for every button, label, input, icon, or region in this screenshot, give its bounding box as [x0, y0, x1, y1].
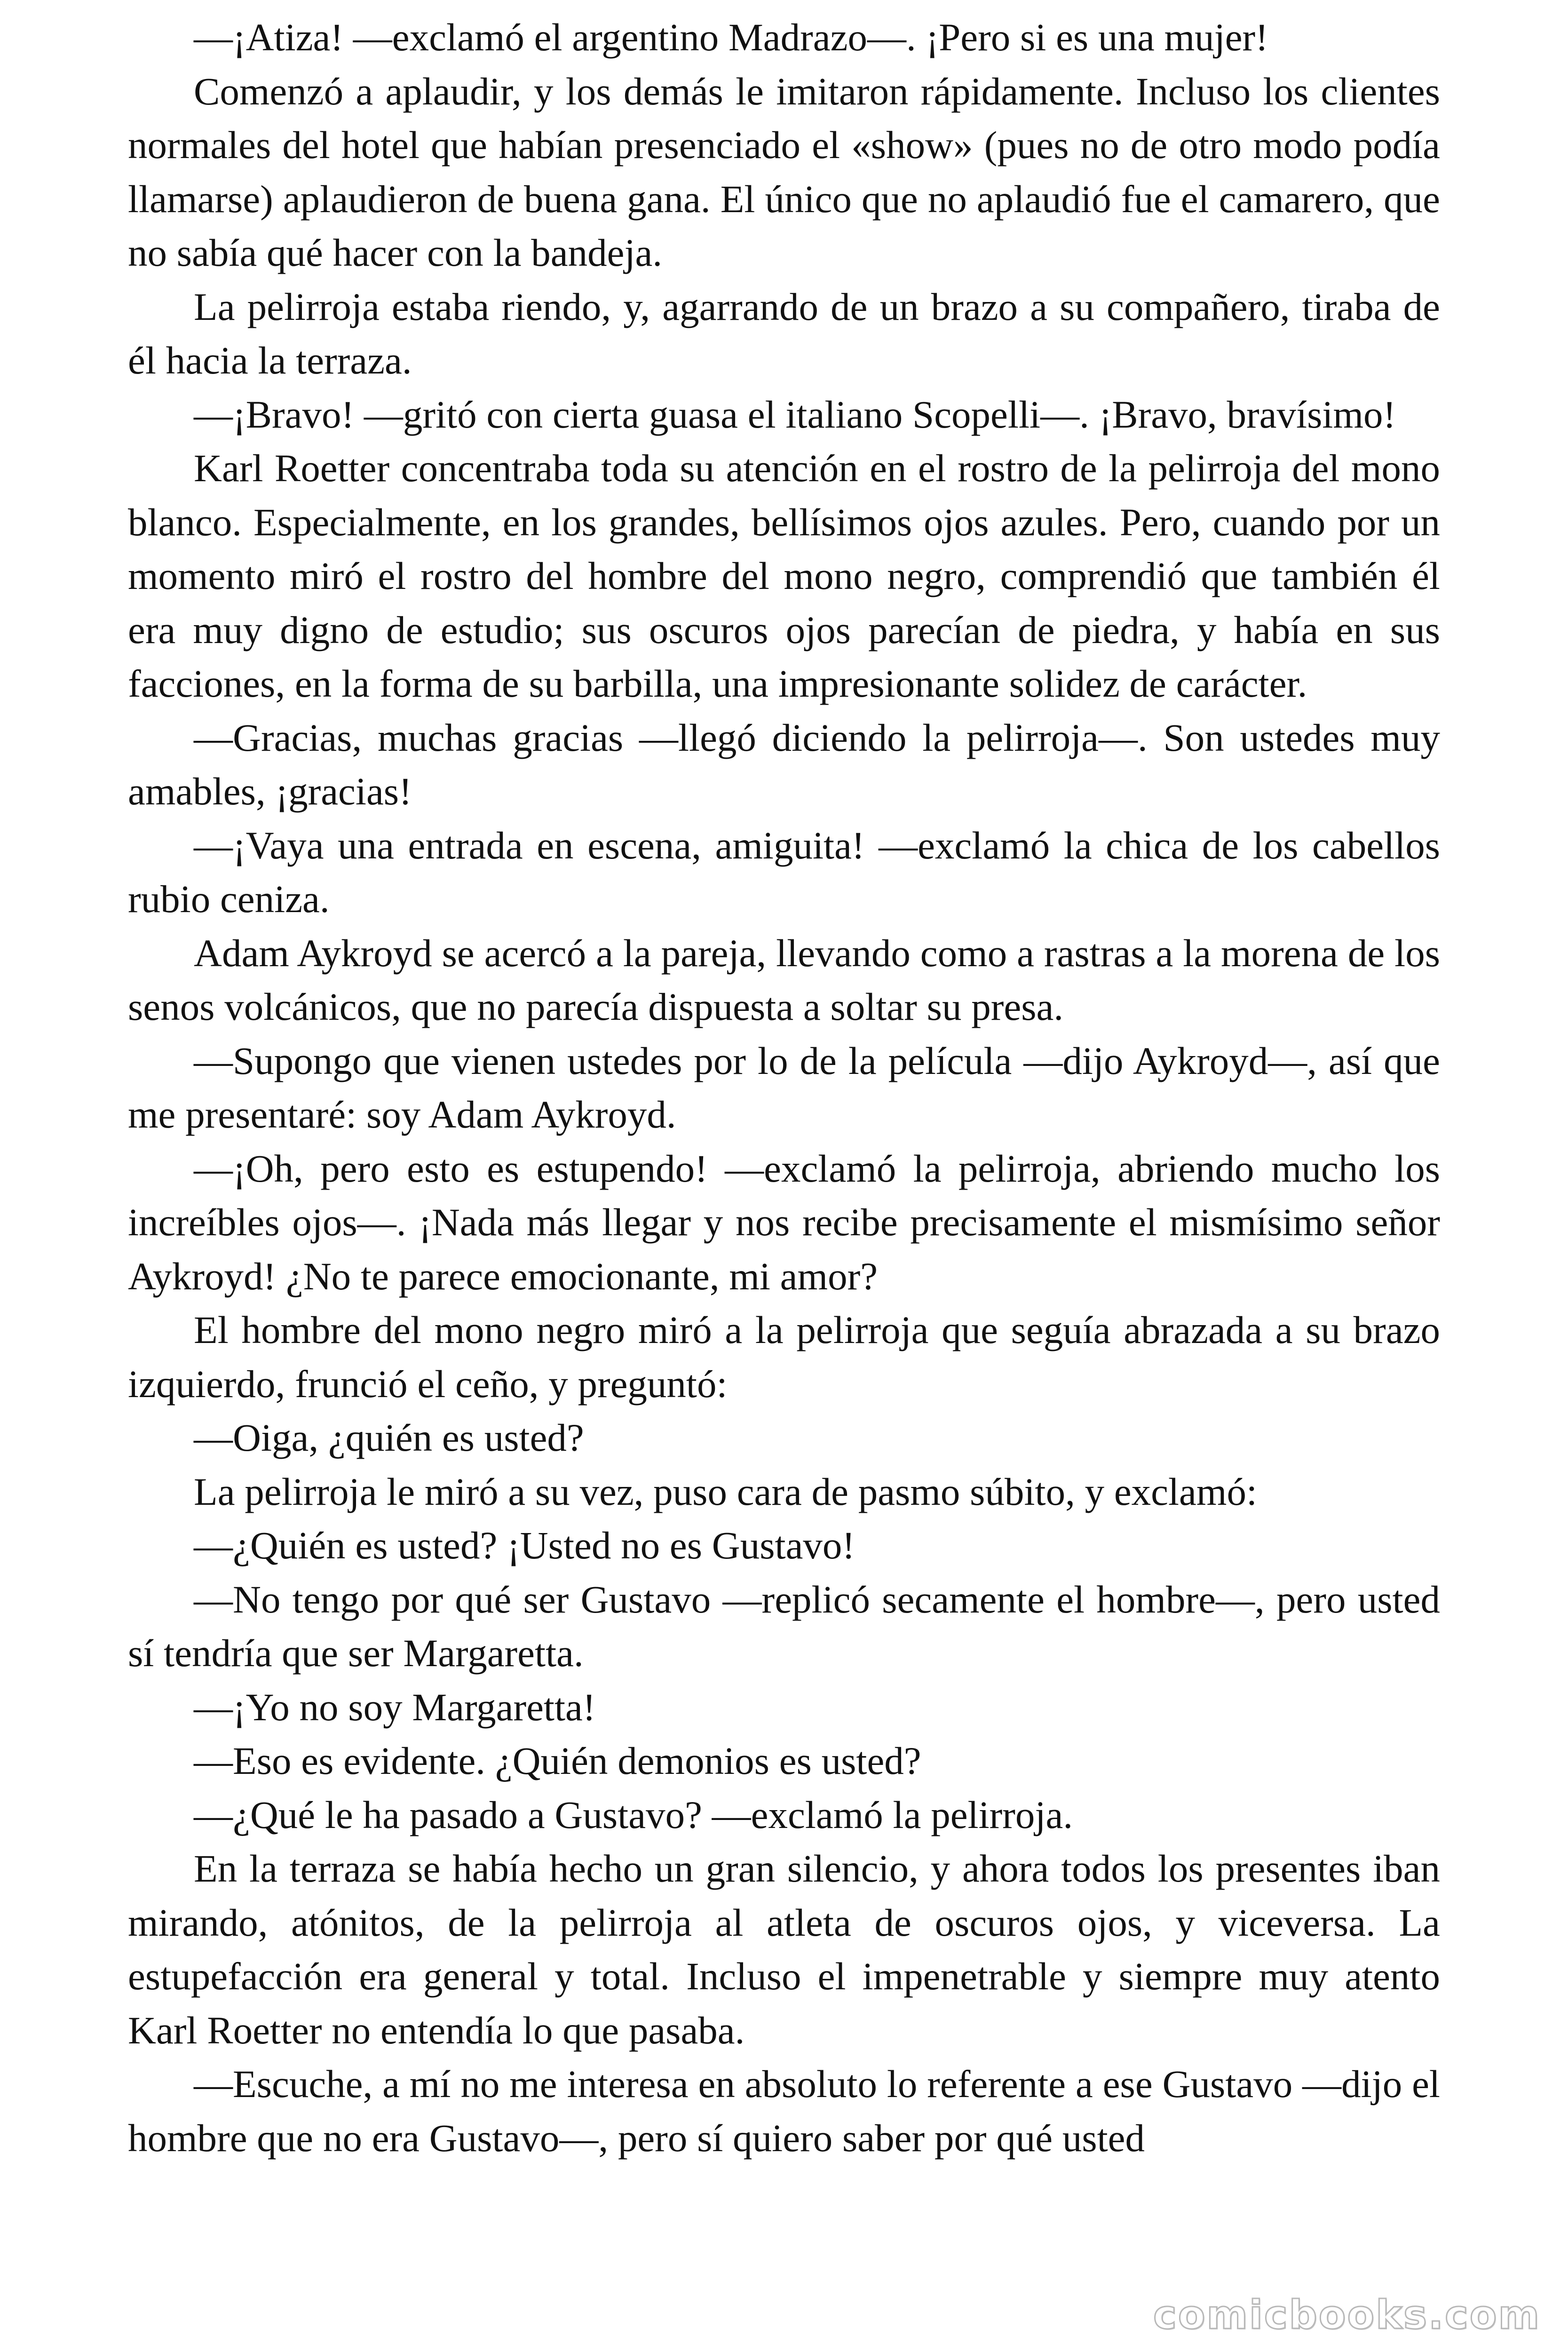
- watermark: comicbooks.com: [1153, 2292, 1541, 2338]
- page-text: [128, 10, 1440, 2165]
- paragraph-13: La pelirroja le miró a su vez, puso cara de pasmo súbito, y exclamó:: [194, 1470, 1258, 1513]
- paragraph-15: —No tengo por qué ser Gustavo —replicó secamente el hombre—, pero usted sí tendría que ser Margaretta.: [128, 1577, 1440, 1675]
- paragraph-19: En la terraza se había hecho un gran silencio, y ahora todos los presentes iban mirando, atónitos, de la pelirroja al atleta de oscuros ojos, y viceversa. La estupefacción era general y total. Incluso el impenetrable y siempre muy atento Karl Roetter no entendía lo que pasaba.: [128, 1847, 1440, 2052]
- paragraph-18: —¿Qué le ha pasado a Gustavo? —exclamó la pelirroja.: [194, 1793, 1073, 1836]
- paragraph-7: —¡Vaya una entrada en escena, amiguita! —exclamó la chica de los cabellos rubio ceniza.: [128, 823, 1440, 921]
- paragraph-16: —¡Yo no soy Margaretta!: [194, 1685, 596, 1729]
- paragraph-12: —Oiga, ¿quién es usted?: [194, 1416, 584, 1459]
- paragraph-9: —Supongo que vienen ustedes por lo de la película —dijo Aykroyd—, así que me presentaré: soy Adam Aykroyd.: [128, 1039, 1440, 1136]
- paragraph-14: —¿Quién es usted? ¡Usted no es Gustavo!: [194, 1524, 855, 1567]
- paragraph-6: —Gracias, muchas gracias —llegó diciendo la pelirroja—. Son ustedes muy amables, ¡gracias!: [128, 715, 1440, 813]
- paragraph-17: —Eso es evidente. ¿Quién demonios es usted?: [194, 1739, 921, 1782]
- paragraph-10: —¡Oh, pero esto es estupendo! —exclamó la pelirroja, abriendo mucho los increíbles ojos—. ¡Nada más llegar y nos recibe precisamente el mismísimo señor Aykroyd! ¿No te parece emocionante, mi amor?: [128, 1146, 1440, 1298]
- paragraph-20: —Escuche, a mí no me interesa en absoluto lo referente a ese Gustavo —dijo el hombre que no era Gustavo—, pero sí quiero saber por qué usted: [128, 2062, 1440, 2160]
- paragraph-3: La pelirroja estaba riendo, y, agarrando de un brazo a su compañero, tiraba de él hacia la terraza.: [128, 285, 1440, 382]
- paragraph-2: Comenzó a aplaudir, y los demás le imitaron rápidamente. Incluso los clientes normales del hotel que habían presenciado el «show» (pues no de otro modo podía llamarse) aplaudieron de buena gana. El único que no aplaudió fue el camarero, que no sabía qué hacer con la bandeja.: [128, 69, 1440, 274]
- paragraph-4: —¡Bravo! —gritó con cierta guasa el italiano Scopelli—. ¡Bravo, bravísimo!: [194, 392, 1396, 436]
- paragraph-5: Karl Roetter concentraba toda su atención en el rostro de la pelirroja del mono blanco. Especialmente, en los grandes, bellísimos ojos azules. Pero, cuando por un momento miró el rostro del hombre del mono negro, comprendió que también él era muy digno de estudio; sus oscuros ojos parecían de piedra, y había en sus facciones, en la forma de su barbilla, una impresionante solidez de carácter.: [128, 446, 1440, 705]
- paragraph-11: El hombre del mono negro miró a la pelirroja que seguía abrazada a su brazo izquierdo, frunció el ceño, y preguntó:: [128, 1308, 1440, 1406]
- paragraph-8: Adam Aykroyd se acercó a la pareja, llevando como a rastras a la morena de los senos volcánicos, que no parecía dispuesta a soltar su presa.: [128, 931, 1440, 1028]
- paragraph-1: —¡Atiza! —exclamó el argentino Madrazo—. ¡Pero si es una mujer!: [194, 16, 1268, 59]
